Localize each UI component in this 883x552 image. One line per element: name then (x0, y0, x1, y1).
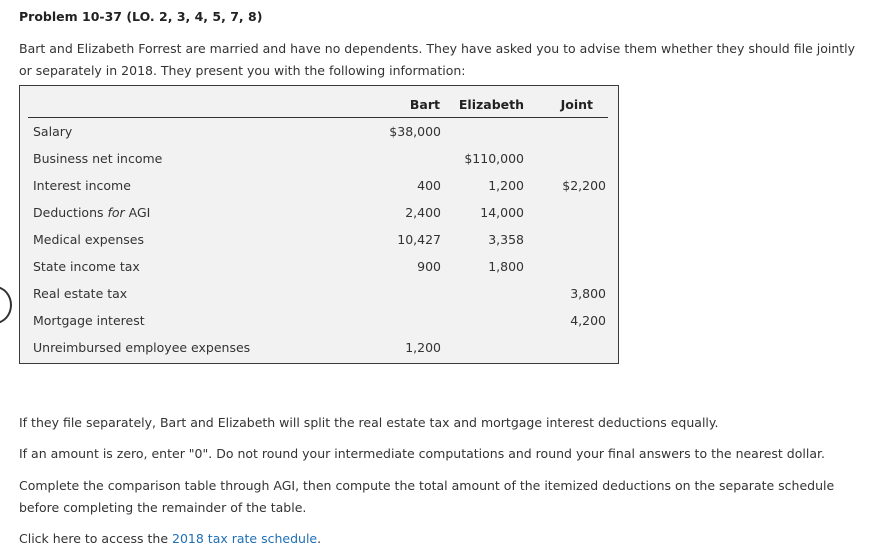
intro-text: Bart and Elizabeth Forrest are married and have no dependents. They have asked you to advise them whether they should file jointly or separately in 2018. They present you with the following information: (19, 41, 856, 78)
cell-elizabeth: 14,000 (480, 205, 524, 220)
row-label: Unreimbursed employee expenses (33, 340, 251, 355)
cell-bart: 400 (417, 178, 441, 193)
cell-bart: 900 (417, 259, 441, 274)
info-table (19, 85, 619, 364)
cell-joint: 3,800 (570, 286, 606, 301)
cell-joint: 4,200 (570, 313, 606, 328)
row-label: Business net income (33, 151, 163, 166)
table-row (20, 232, 618, 259)
cell-bart: 10,427 (397, 232, 441, 247)
header-elizabeth: Elizabeth (458, 97, 524, 112)
tax-schedule-suffix: . (317, 531, 322, 546)
cell-bart: 2,400 (405, 205, 441, 220)
table-row (20, 313, 618, 340)
tax-rate-schedule-link[interactable]: 2018 tax rate schedule (172, 531, 318, 546)
cell-bart: 1,200 (405, 340, 441, 355)
table-row (20, 151, 618, 178)
row-label: Real estate tax (33, 286, 128, 301)
row-label: State income tax (33, 259, 140, 274)
header-divider (28, 117, 608, 118)
row-label-emphasis: for (107, 205, 125, 220)
table-row (20, 259, 618, 286)
table-row (20, 124, 618, 151)
row-label-post: AGI (124, 205, 151, 220)
table-row (20, 340, 618, 367)
table-row (20, 205, 618, 232)
cell-elizabeth: 3,358 (488, 232, 524, 247)
header-bart: Bart (409, 97, 440, 112)
cell-elizabeth: 1,200 (488, 178, 524, 193)
table-row (20, 178, 618, 205)
row-label: Mortgage interest (33, 313, 145, 328)
cell-elizabeth: 1,800 (488, 259, 524, 274)
cell-elizabeth: $110,000 (464, 151, 524, 166)
cell-bart: $38,000 (389, 124, 441, 139)
scroll-marker-icon (0, 286, 12, 324)
problem-title: Problem 10-37 (LO. 2, 3, 4, 5, 7, 8) (19, 9, 263, 24)
row-label: Interest income (33, 178, 131, 193)
instruction-complete-table: Complete the comparison table through AGI, then compute the total amount of the itemized deductions on the separate schedule before completing the remainder of the table. (19, 478, 835, 515)
tax-schedule-line (19, 528, 869, 550)
row-label: Salary (33, 124, 73, 139)
row-label (33, 205, 150, 220)
row-label: Medical expenses (33, 232, 144, 247)
table-row (20, 286, 618, 313)
instruction-split: If they file separately, Bart and Elizabeth will split the real estate tax and mortgage interest deductions equally. (19, 415, 719, 430)
table-header (20, 97, 618, 113)
row-label-pre: Deductions (33, 205, 108, 220)
instruction-rounding: If an amount is zero, enter "0". Do not round your intermediate computations and round your final answers to the nearest dollar. (19, 446, 825, 461)
header-joint: Joint (560, 97, 593, 112)
cell-joint: $2,200 (562, 178, 606, 193)
tax-schedule-prefix: Click here to access the (19, 531, 173, 546)
